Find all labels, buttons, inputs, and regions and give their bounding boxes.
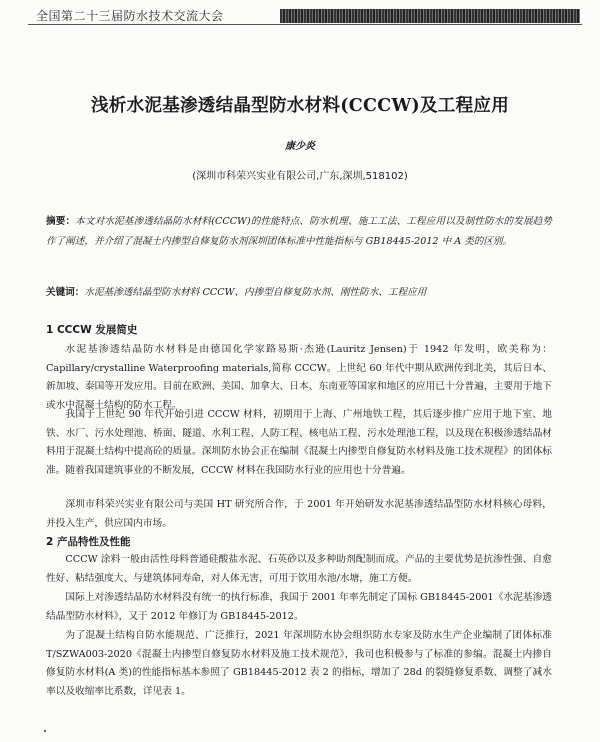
- paragraph-1-2: 我国于上世纪 90 年代开始引进 CCCW 材料，初期用于上海、广州地铁工程，其后逐步推广应用于地下室、地铁、水厂、污水处理池、桥面、隧道、水利工程、人防工程、核电站工程、污水处理池工程，以及现在积极渗透结晶材料用于混凝土结构中提高砼的质量。深圳防水协会正在编制《混凝土内掺型自修复防水材料及施工技术规程》的团体标准。随着我国建筑事业的不断发展，CCCW 材料在我国防水行业的应用也十分普遍。: [46, 409, 552, 476]
- paragraph-2-3: 为了混凝土结构自防水能规范、广泛推行，2021 年深圳防水协会组织防水专家及防水生产企业编制了团体标准 T/SZWA003-2020《混凝土内掺型自修复防水材料及施工技术规范》，我司也积极参与了标准的参编。混凝土内掺自修复防水材料(A 类)的性能指标基本参照了 GB18445-2012 表 2 的指标，增加了 28d 的裂缝修复系数、调整了减水率以及收缩率比系数，详见表 1。: [46, 630, 552, 697]
- section-heading-1: 1 CCCW 发展简史: [46, 324, 138, 336]
- paragraph-2-1: CCCW 涂料一般由活性母料普通硅酸盐水泥、石英砂以及多种助剂配制而成。产品的主要优势是抗渗性强、自愈性好、粘结强度大、与建筑体同寿命，对人体无害，可用于饮用水池/水塘，施工方便。: [46, 554, 552, 584]
- abstract: [46, 212, 552, 252]
- keywords-label: 关键词：: [46, 287, 85, 298]
- running-header: [0, 0, 600, 26]
- keywords-text: 水泥基渗透结晶型防水材料 CCCW、内掺型自修复防水剂、刚性防水、工程应用: [84, 287, 427, 298]
- article-author: 康少炎: [285, 141, 315, 152]
- article-affiliation: (深圳市科荣兴实业有限公司,广东,深圳,518102): [192, 171, 408, 182]
- paragraph-1-3: 深圳市科荣兴实业有限公司与美国 HT 研究所合作，于 2001 年开始研发水泥基渗透结晶型防水材料核心母料，并投入生产，供应国内市场。: [46, 499, 552, 529]
- paragraph-2-2: 国际上对渗透结晶防水材料没有统一的执行标准，我国于 2001 年率先制定了国标 GB18445-2001《水泥基渗透结晶型防水材料》，又于 2012 年修订为 GB18445-2012。: [46, 592, 552, 622]
- scan-speck: [44, 730, 46, 732]
- abstract-label: 摘要：: [46, 216, 76, 227]
- section-heading-2: 2 产品特性及性能: [46, 536, 131, 548]
- paragraph-1-1: 水泥基渗透结晶防水材料是由德国化学家路易斯·杰逊(Lauritz Jensen)于 1942 年发明，欧美称为：Capillary/crystalline Waterproofing materials,简称 CCCW。上世纪 60 年代中期从欧洲传到北美，其后日本、新加坡、泰国等开发应用。目前在欧洲、美国、加拿大、日本、东南亚等国家和地区的应用已十分普遍，主要用于地下或水中混凝土结构的防水工程。: [46, 344, 552, 411]
- article-title: 浅析水泥基渗透结晶型防水材料(CCCW)及工程应用: [91, 96, 509, 116]
- running-header-text: 全国第二十三届防水技术交流大会: [36, 9, 224, 23]
- abstract-text: 本文对水泥基渗透结晶防水材料(CCCW)的性能特点、防水机理、施工工法、工程应用以及制性防水的发展趋势作了阐述，并介绍了混凝土内掺型自修复防水剂深圳团体标准中性能指标与 GB18445-2012 中 A 类的区别。: [46, 216, 552, 247]
- header-rule: [28, 24, 582, 25]
- keywords: [46, 284, 552, 302]
- header-texture-bar: [280, 9, 580, 23]
